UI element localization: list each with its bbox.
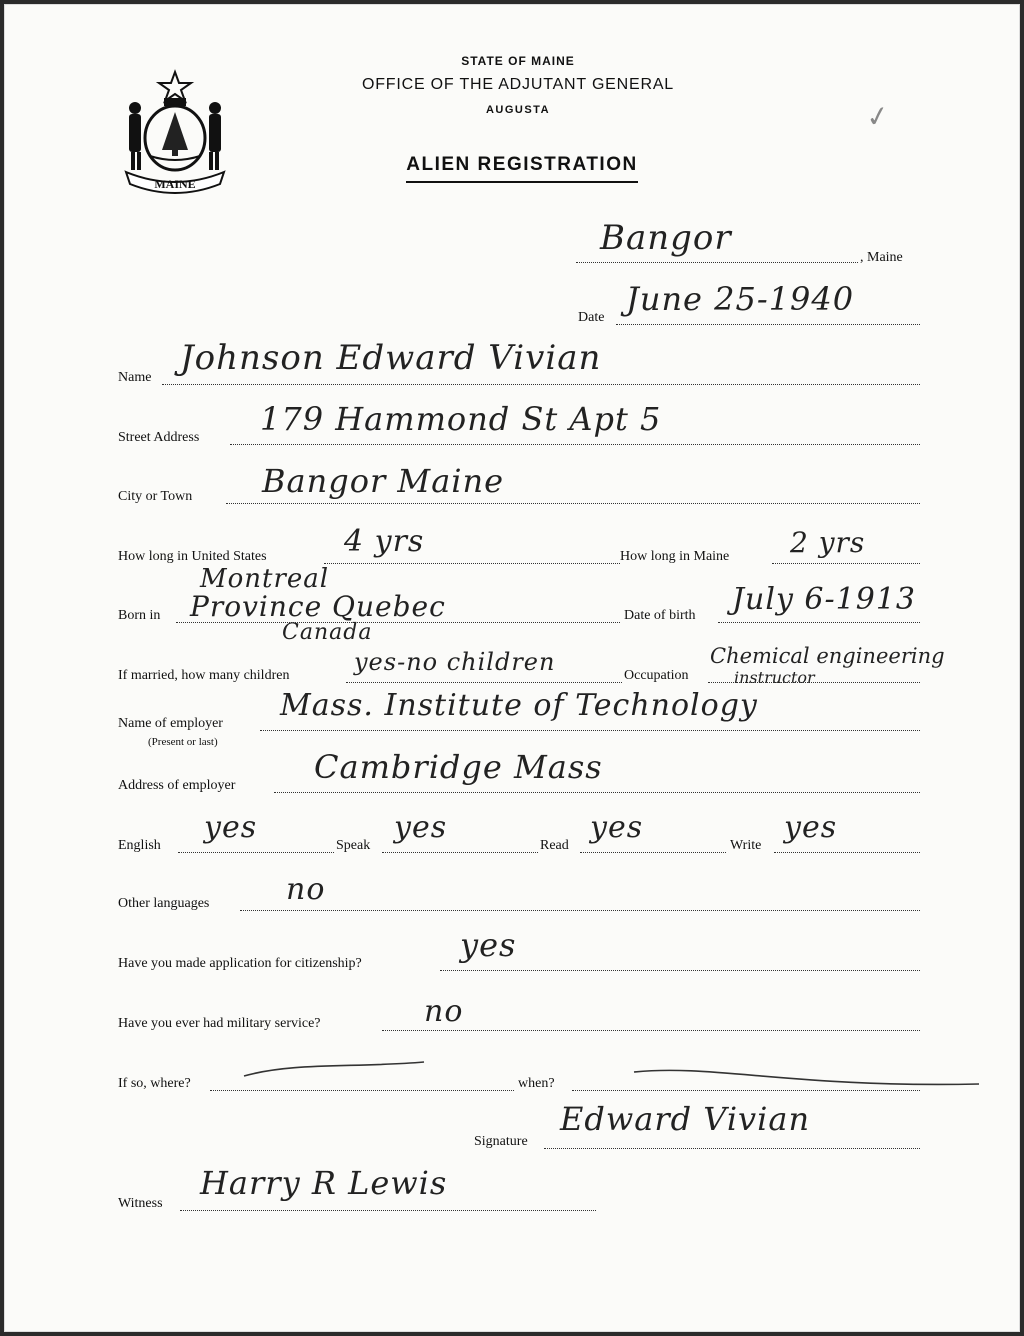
witness-entry: Harry R Lewis xyxy=(200,1164,448,1202)
born-in-label: Born in xyxy=(118,608,161,623)
write-line xyxy=(774,852,920,853)
header-office: OFFICE OF THE ADJUTANT GENERAL xyxy=(361,76,675,93)
where-label: If so, where? xyxy=(118,1076,191,1091)
married-children-line xyxy=(346,682,622,683)
english-line xyxy=(178,852,334,853)
how-long-us-entry: 4 yrs xyxy=(344,524,425,559)
form-title: ALIEN REGISTRATION xyxy=(14,154,1024,176)
married-children-entry: yes-no children xyxy=(354,648,556,676)
speak-line xyxy=(382,852,538,853)
employer-label: Name of employer xyxy=(118,716,223,731)
employer-address-line xyxy=(274,792,920,793)
employer-line xyxy=(260,730,920,731)
english-entry: yes xyxy=(204,810,258,845)
occupation-entry-2: instructor xyxy=(734,668,815,687)
town-line xyxy=(576,262,858,263)
street-address-label: Street Address xyxy=(118,430,200,445)
military-label: Have you ever had military service? xyxy=(118,1016,321,1031)
how-long-maine-label: How long in Maine xyxy=(620,549,730,564)
employer-entry: Mass. Institute of Technology xyxy=(280,688,758,723)
registration-form xyxy=(4,4,1020,1332)
how-long-maine-entry: 2 yrs xyxy=(790,526,866,559)
seal-motto: MAINE xyxy=(154,177,196,191)
date-entry: June 25-1940 xyxy=(626,280,855,318)
other-languages-line xyxy=(240,910,920,911)
signature-label: Signature xyxy=(474,1134,528,1149)
read-label: Read xyxy=(540,838,569,853)
citizenship-line xyxy=(440,970,920,971)
city-entry: Bangor Maine xyxy=(262,462,505,500)
citizenship-entry: yes xyxy=(460,926,517,964)
witness-label: Witness xyxy=(118,1196,163,1211)
occupation-label: Occupation xyxy=(624,668,689,683)
born-in-entry-city: Montreal xyxy=(200,564,330,594)
name-entry: Johnson Edward Vivian xyxy=(180,338,602,378)
other-languages-label: Other languages xyxy=(118,896,210,911)
city-label: City or Town xyxy=(118,489,193,504)
date-line xyxy=(616,324,920,325)
name-line xyxy=(162,384,920,385)
write-entry: yes xyxy=(784,810,838,845)
header-state: STATE OF MAINE xyxy=(461,54,575,68)
street-address-line xyxy=(230,444,920,445)
dash-marks xyxy=(234,1058,984,1098)
speak-label: Speak xyxy=(336,838,371,853)
city-line xyxy=(226,503,920,504)
street-address-entry: 179 Hammond St Apt 5 xyxy=(260,400,662,438)
write-label: Write xyxy=(730,838,762,853)
how-long-us-label: How long in United States xyxy=(118,549,267,564)
checkmark-icon: ✓ xyxy=(863,98,893,135)
maine-label: , Maine xyxy=(860,250,903,265)
other-languages-entry: no xyxy=(286,872,326,907)
header-city: AUGUSTA xyxy=(485,104,551,116)
how-long-us-line xyxy=(324,563,620,564)
witness-line xyxy=(180,1210,596,1211)
when-label: when? xyxy=(518,1076,555,1091)
signature-line xyxy=(544,1148,920,1149)
employer-sublabel: (Present or last) xyxy=(148,736,218,748)
signature-entry: Edward Vivian xyxy=(560,1100,811,1138)
born-in-entry-province: Province Quebec xyxy=(190,590,446,623)
born-in-entry-country: Canada xyxy=(282,620,373,645)
military-entry: no xyxy=(424,994,464,1029)
occupation-entry: Chemical engineering xyxy=(710,644,945,668)
name-label: Name xyxy=(118,370,152,385)
military-line xyxy=(382,1030,920,1031)
married-children-label: If married, how many children xyxy=(118,668,290,683)
how-long-maine-line xyxy=(772,563,920,564)
employer-address-entry: Cambridge Mass xyxy=(314,748,603,786)
speak-entry: yes xyxy=(394,810,448,845)
employer-address-label: Address of employer xyxy=(118,778,236,793)
date-label: Date xyxy=(578,310,605,325)
date-of-birth-entry: July 6-1913 xyxy=(732,582,916,617)
citizenship-label: Have you made application for citizenship? xyxy=(118,956,362,971)
town-entry: Bangor xyxy=(600,218,732,258)
english-label: English xyxy=(118,838,161,853)
read-entry: yes xyxy=(590,810,644,845)
date-of-birth-label: Date of birth xyxy=(624,608,696,623)
read-line xyxy=(580,852,726,853)
date-of-birth-line xyxy=(718,622,920,623)
